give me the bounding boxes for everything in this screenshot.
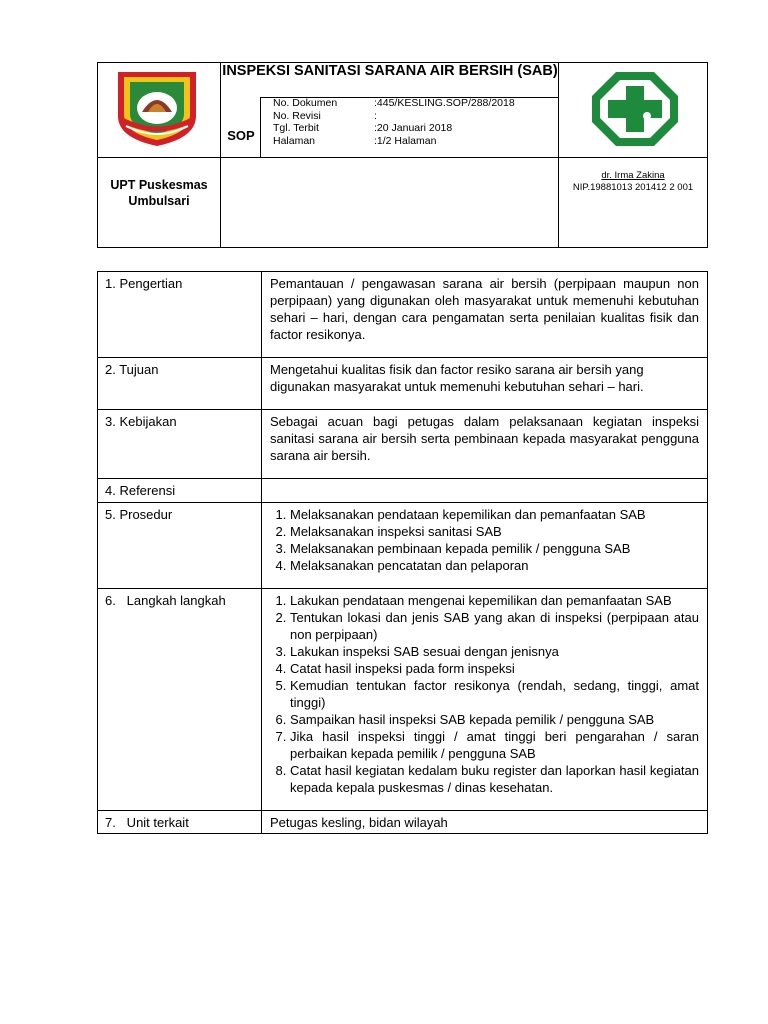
- list-item: 1. Melaksanakan pendataan kepemilikan dan pemanfaatan SAB: [290, 506, 699, 523]
- section-content: Mengetahui kualitas fisik dan factor resiko sarana air bersih yang digunakan masyarakat untuk memenuhi kebutuhan sehari – hari.: [262, 358, 708, 410]
- signature-block: [559, 170, 707, 193]
- table-row: [98, 272, 708, 358]
- section-label: 5. Prosedur: [98, 503, 262, 589]
- section-label: 7. Unit terkait: [98, 811, 262, 834]
- header-divider: [97, 157, 708, 158]
- section-label: 1. Pengertian: [98, 272, 262, 358]
- document-meta: [262, 97, 558, 147]
- list-item: 4. Catat hasil inspeksi pada form inspeksi: [290, 660, 699, 677]
- section-label: 3. Kebijakan: [98, 410, 262, 479]
- district-emblem-icon: [112, 68, 202, 148]
- table-row: [98, 503, 708, 589]
- section-content: Sebagai acuan bagi petugas dalam pelaksanaan kegiatan inspeksi sanitasi sarana air bersih serta pembinaan kepada masyarakat pengguna sarana air bersih.: [262, 410, 708, 479]
- list-item: 4. Melaksanakan pencatatan dan pelaporan: [290, 557, 699, 574]
- list-item: 8. Catat hasil kegiatan kedalam buku register dan laporkan hasil kegiatan kepada kepala puskesmas / dinas kesehatan.: [290, 762, 699, 796]
- section-label: 2. Tujuan: [98, 358, 262, 410]
- section-content: [262, 479, 708, 503]
- list-item: 5. Kemudian tentukan factor resikonya (rendah, sedang, tinggi, amat tinggi): [290, 677, 699, 711]
- section-content: [262, 589, 708, 811]
- meta-row-issue-date: Tgl. Terbit :20 Januari 2018: [273, 122, 453, 134]
- header-divider: [558, 62, 559, 248]
- table-row: [98, 479, 708, 503]
- section-content: Petugas kesling, bidan wilayah: [262, 811, 708, 834]
- section-label: 4. Referensi: [98, 479, 262, 503]
- header-divider: [260, 97, 261, 157]
- table-row: [98, 589, 708, 811]
- section-label: 6. Langkah langkah: [98, 589, 262, 811]
- signer-nip: NIP.19881013 201412 2 001: [572, 181, 694, 193]
- list-item: 1. Lakukan pendataan mengenai kepemilikan dan pemanfaatan SAB: [290, 592, 699, 609]
- meta-row-document-number: No. Dokumen :445/KESLING.SOP/288/2018: [273, 97, 515, 109]
- list-item: 3. Lakukan inspeksi SAB sesuai dengan jenisnya: [290, 643, 699, 660]
- section-content: Pemantauan / pengawasan sarana air bersih (perpipaan maupun non perpipaan) yang digunakan oleh masyarakat untuk memenuhi kebutuhan sehari – hari, dengan cara pengamatan serta penilaian kualitas fisik dan factor resikonya.: [262, 272, 708, 358]
- list-item: 6. Sampaikan hasil inspeksi SAB kepada pemilik / pengguna SAB: [290, 711, 699, 728]
- table-row: [98, 811, 708, 834]
- puskesmas-logo-icon: [590, 70, 680, 148]
- organization-name: UPT Puskesmas Umbulsari: [110, 178, 208, 208]
- sop-content-table: [97, 271, 708, 834]
- steps-list: [270, 592, 699, 796]
- section-content: [262, 503, 708, 589]
- list-item: 2. Melaksanakan inspeksi sanitasi SAB: [290, 523, 699, 540]
- document-title: INSPEKSI SANITASI SARANA AIR BERSIH (SAB): [222, 63, 558, 79]
- header-divider: [220, 62, 221, 248]
- table-row: [98, 410, 708, 479]
- signer-name: dr. Irma Zakina: [601, 170, 665, 181]
- meta-row-revision: No. Revisi :: [273, 109, 377, 122]
- procedure-list: [270, 506, 699, 574]
- meta-row-page: Halaman :1/2 Halaman: [273, 134, 437, 147]
- sop-label: SOP: [227, 128, 255, 143]
- list-item: 3. Melaksanakan pembinaan kepada pemilik / pengguna SAB: [290, 540, 699, 557]
- table-row: [98, 358, 708, 410]
- list-item: 7. Jika hasil inspeksi tinggi / amat tinggi beri pengarahan / saran perbaikan kepada pemilik / pengguna SAB: [290, 728, 699, 762]
- list-item: 2. Tentukan lokasi dan jenis SAB yang akan di inspeksi (perpipaan atau non perpipaan): [290, 609, 699, 643]
